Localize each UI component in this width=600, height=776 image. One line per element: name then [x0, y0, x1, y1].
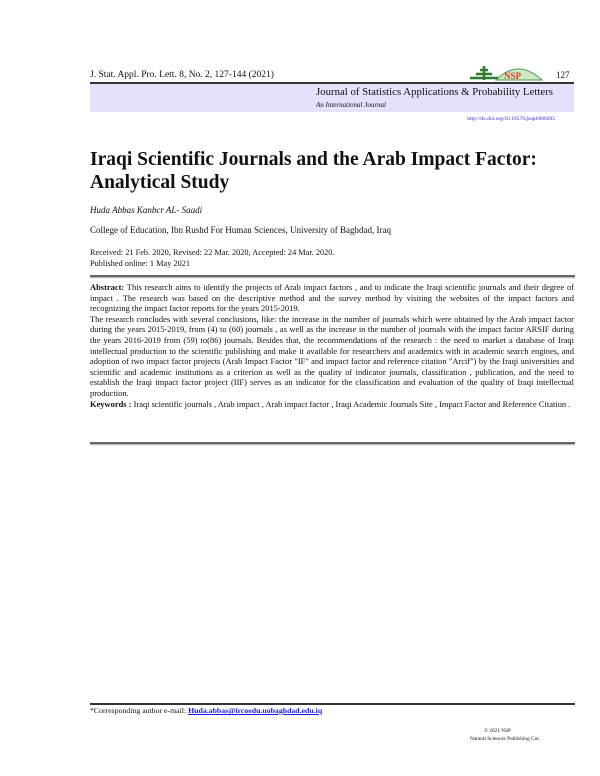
copyright-text: © 2021 NSP — [484, 728, 511, 734]
doi-link[interactable]: http://dx.doi.org/10.18576/jsapl/080205 — [467, 116, 555, 122]
abstract-paragraph-1: This research aims to identify the projects of Arab impact factors , and to indicate the Iraqi scientific journals and their degree of impact . The research was based on the descriptive method and the survey method by visiting the websites of the impact factors and recognizing the impact factor reports for the years 2015-2019. — [90, 282, 574, 314]
journal-subtitle: An International Journal — [316, 101, 386, 109]
affiliation: College of Education, Ibn Rushd For Human Sciences, University of Baghdad, Iraq — [90, 225, 391, 235]
svg-text:NSP: NSP — [504, 71, 522, 81]
abstract — [90, 282, 574, 409]
author-email-link[interactable]: Huda.abbas@ircoedu.uobaghdad.edu.iq — [188, 706, 323, 715]
journal-citation: J. Stat. Appl. Pro. Lett. 8, No. 2, 127-144 (2021) — [90, 70, 274, 80]
footnote-label: *Corresponding author e-mail: — [90, 706, 189, 715]
abstract-top-rule — [90, 275, 575, 277]
footnote-rule — [90, 703, 575, 705]
abstract-label: Abstract: — [90, 282, 125, 292]
received-dates: Received: 21 Feb. 2020, Revised: 22 Mar. 2020, Accepted: 24 Mar. 2020. — [90, 248, 335, 257]
keywords: Iraqi scientific journals , Arab impact , Arab impact factor , Iraqi Academic Journals Site , Impact Factor and Reference Citation . — [131, 398, 571, 409]
abstract-paragraph-2: The research concludes with several conclusions, like: the increase in the number of journals which were obtained by the Arab impact factor during the years 2015-2019, from (4) to (60) journals , as well as the increase in the number of journals with the impact factor ARSIF during the years 2016-2019 from (59) to(86) journals. Besides that, the recommendations of the research : the need to market a database of Iraqi intellectual production to the scientific publishing and make it available for researchers and academics with in academic search engines, and adoption of two impact factor projects (Arab Impact Factor "IF" and impact factor and reference citation "Arcif") by the Iraqi universities and scientific and academic institutions as a criterion as well as the quality of indicator journals, classification , publication, and the need to establish the Iraqi impact factor project (IIF) serves as an indicator for the classification and evaluation of the quality of Iraqi intellectual production. — [90, 313, 574, 398]
author: Huda Abbas Kanbcr AL- Saadi — [90, 205, 203, 215]
keywords-label: Keywords : — [90, 398, 132, 409]
article-title: Iraqi Scientific Journals and the Arab Impact Factor: Analytical Study — [90, 149, 537, 193]
publisher-name: Natural Sciences Publishing Cor. — [470, 736, 541, 742]
footnote — [90, 706, 322, 715]
published-date: Published online: 1 May 2021 — [90, 258, 191, 268]
page-number: 127 — [556, 70, 570, 80]
journal-name: Journal of Statistics Applications & Probability Letters — [316, 86, 553, 98]
copyright — [470, 727, 580, 743]
abstract-bottom-rule — [90, 442, 575, 444]
dates — [90, 248, 335, 269]
nsp-logo-icon — [468, 62, 544, 82]
